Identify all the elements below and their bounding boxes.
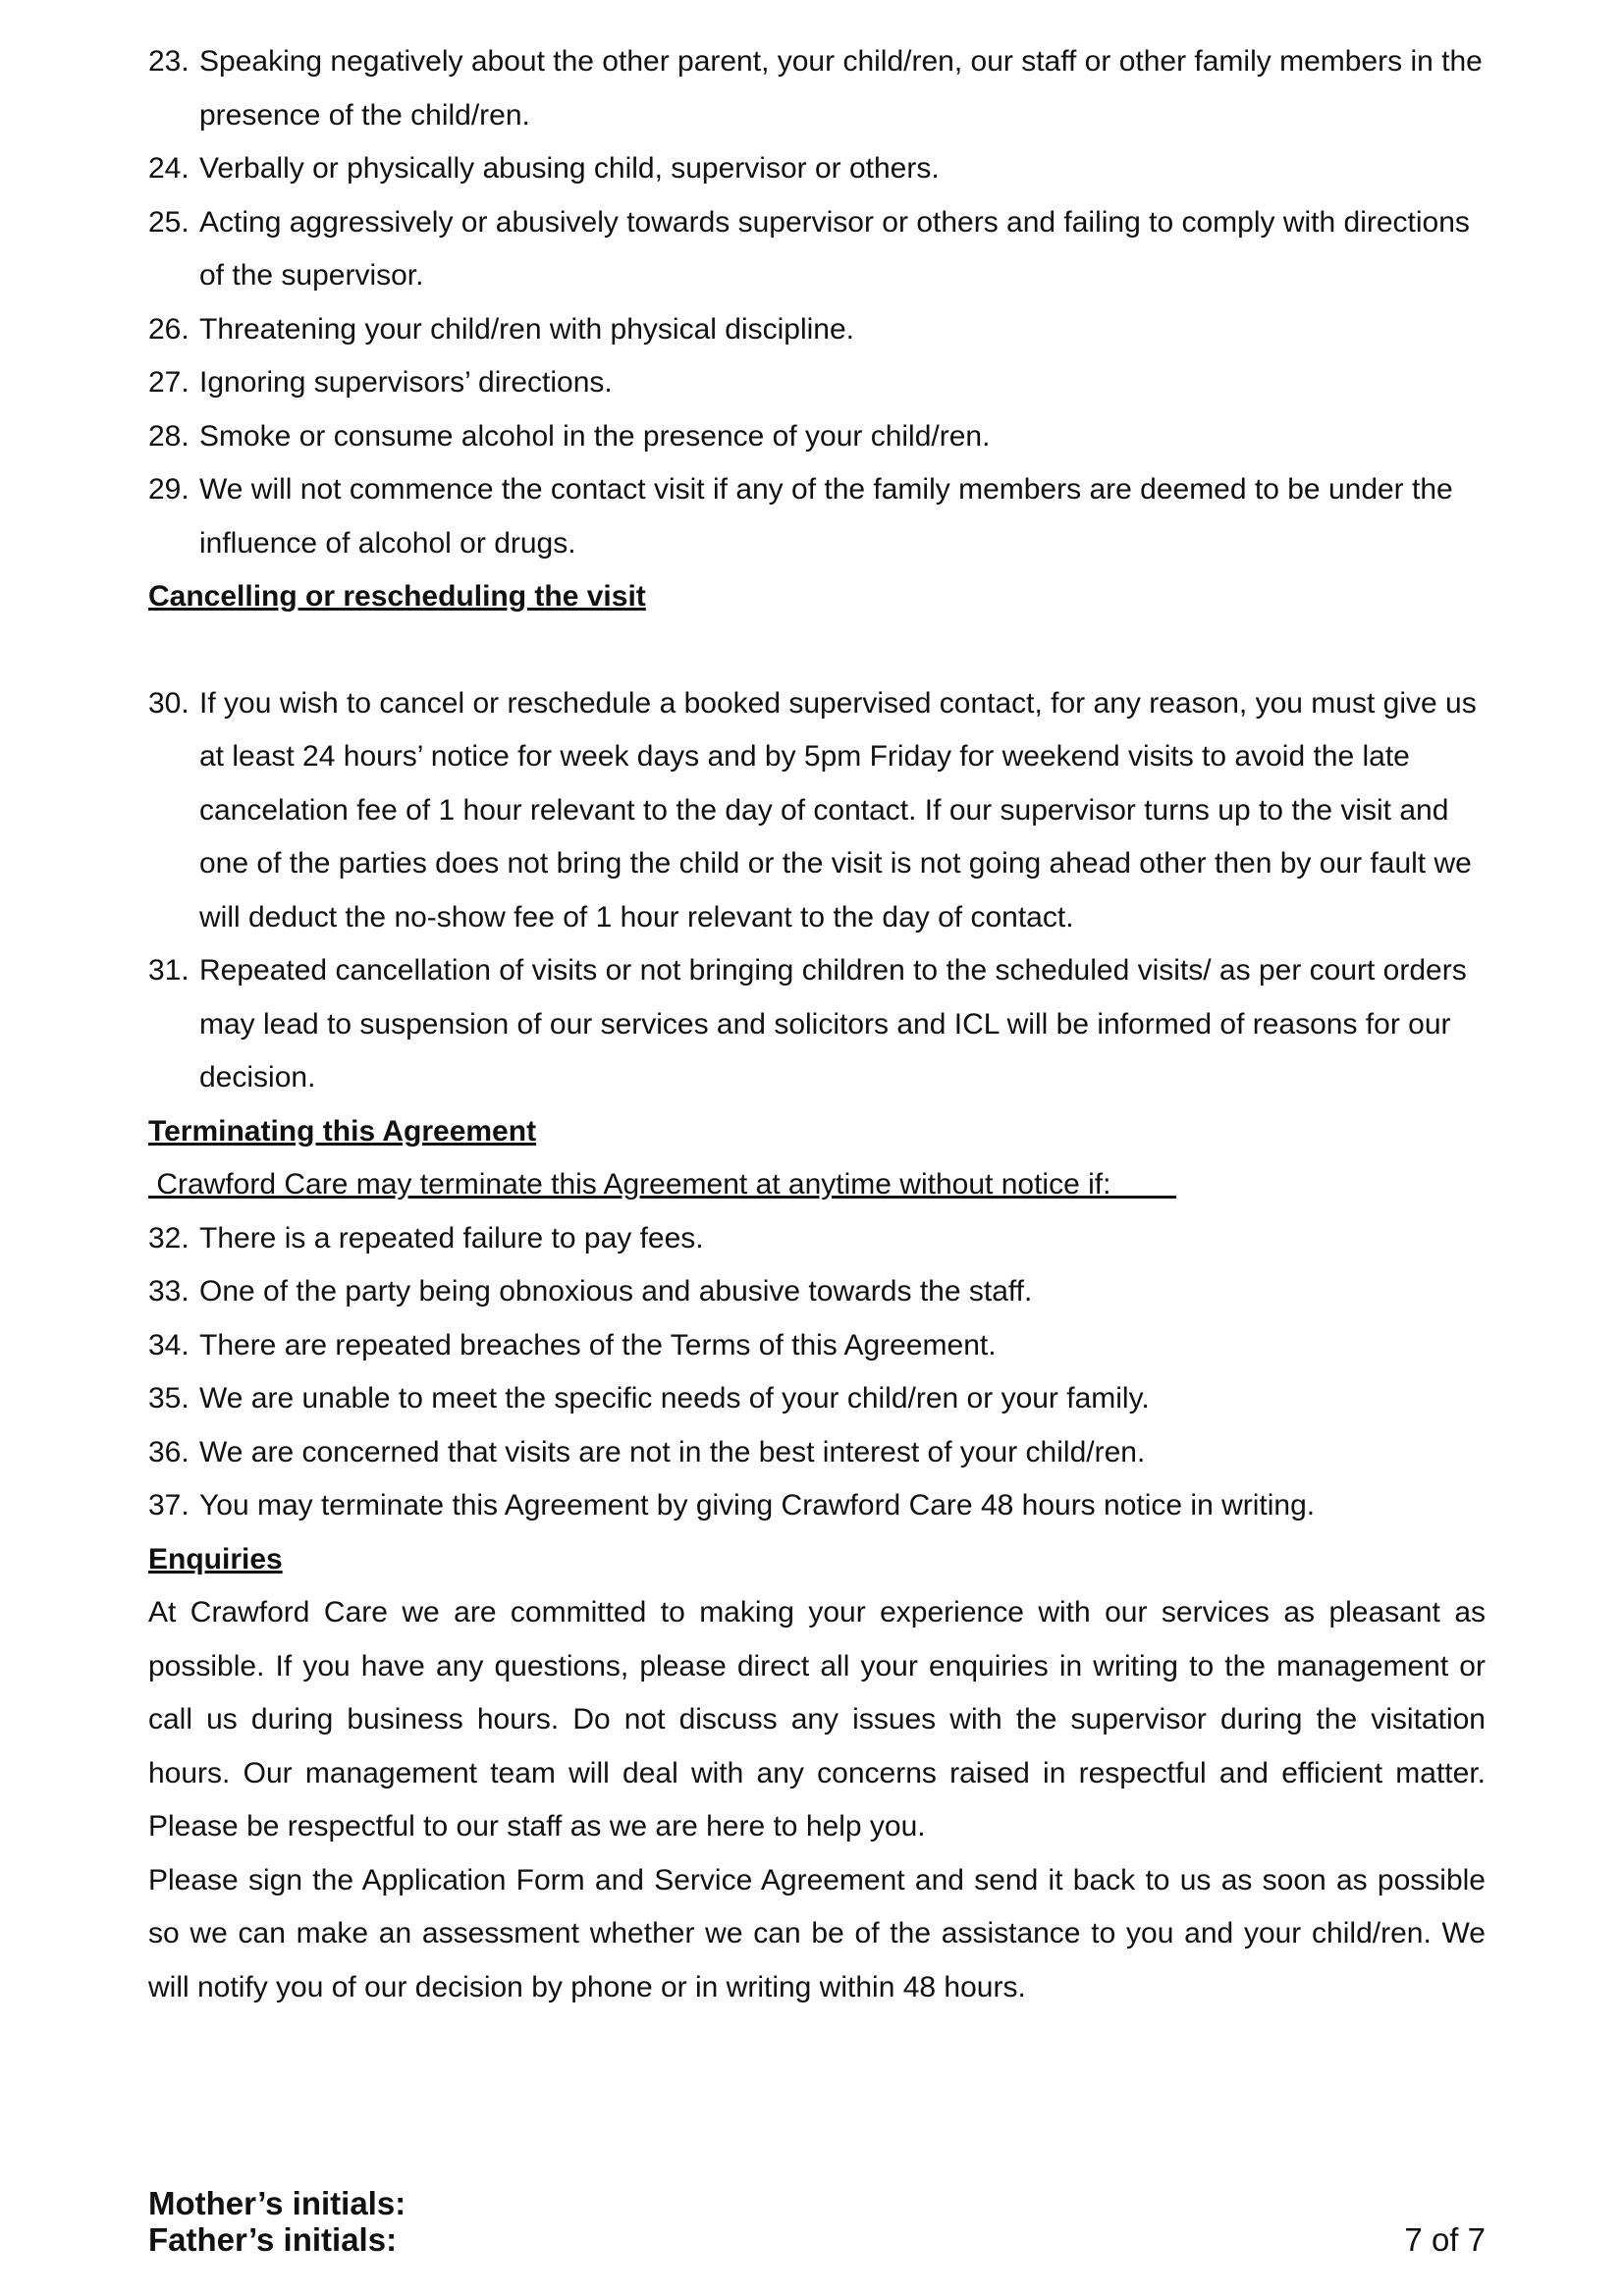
item-text: Smoke or consume alcohol in the presence of your child/ren. [199, 419, 991, 453]
item-number: 27. [148, 366, 189, 399]
item-text: Speaking negatively about the other parent, your child/ren, our staff or other family members in the presence of the child/ren. [199, 45, 1483, 132]
enquiries-heading: Enquiries [148, 1542, 283, 1575]
terminating-list [148, 1212, 1486, 1533]
item-number: 30. [148, 686, 189, 720]
list-item [148, 677, 1486, 945]
list-item [148, 1479, 1486, 1533]
document-page [148, 35, 1486, 2014]
list-item [148, 303, 1486, 357]
item-number: 25. [148, 205, 189, 239]
cancelling-heading: Cancelling or rescheduling the visit [148, 580, 646, 613]
item-number: 23. [148, 45, 189, 78]
initials-footer [148, 2185, 1486, 2258]
instructions-paragraph: Please sign the Application Form and Service Agreement and send it back to us as soon as possible so we can make an assessment whether we can be of the assistance to you and your child/ren. We will notify you of our decision by phone or in writing within 48 hours. [148, 1863, 1486, 2003]
item-text: If you wish to cancel or reschedule a booked supervised contact, for any reason, you must give us at least 24 hours’ notice for week days and by 5pm Friday for weekend visits to avoid the late cancelation fee of 1 hour relevant to the day of contact. If our supervisor turns up to the visit and one of the parties does not bring the child or the visit is not going ahead other then by our fault we will deduct the no-show fee of 1 hour relevant to the day of contact. [199, 686, 1477, 934]
item-text: Verbally or physically abusing child, supervisor or others. [199, 152, 940, 185]
terminating-heading: Terminating this Agreement [148, 1114, 537, 1148]
item-number: 32. [148, 1221, 189, 1255]
list-item [148, 356, 1486, 410]
item-number: 33. [148, 1275, 189, 1308]
list-item [148, 1265, 1486, 1319]
item-text: You may terminate this Agreement by giving Crawford Care 48 hours notice in writing. [199, 1489, 1316, 1522]
item-number: 37. [148, 1489, 189, 1522]
list-item [148, 463, 1486, 570]
item-text: We will not commence the contact visit if any of the family members are deemed to be under the influence of alcohol or drugs. [199, 473, 1453, 560]
item-text: Repeated cancellation of visits or not bringing children to the scheduled visits/ as per court orders may lead to suspension of our services and solicitors and ICL will be informed of reasons for our decision. [199, 954, 1467, 1094]
list-item [148, 1212, 1486, 1266]
list-item [148, 142, 1486, 196]
fathers-initials-label: Father’s initials: [148, 2221, 398, 2258]
item-number: 31. [148, 954, 189, 987]
item-number: 24. [148, 152, 189, 185]
item-number: 36. [148, 1435, 189, 1468]
item-text: We are unable to meet the specific needs of your child/ren or your family. [199, 1382, 1150, 1415]
item-text: One of the party being obnoxious and abusive towards the staff. [199, 1275, 1033, 1308]
item-number: 29. [148, 473, 189, 506]
terminating-intro: Crawford Care may terminate this Agreement at anytime without notice if: [148, 1168, 1177, 1201]
list-item [148, 35, 1486, 142]
enquiries-paragraph: At Crawford Care we are committed to making your experience with our services as pleasant as possible. If you have any questions, please direct all your enquiries in writing to the management or call us during business hours. Do not discuss any issues with the supervisor during the visitation hours. Our management team will deal with any concerns raised in respectful and efficient matter. Please be respectful to our staff as we are here to help you. [148, 1596, 1486, 1842]
item-text: Acting aggressively or abusively towards supervisor or others and failing to comply with directions of the supervisor. [199, 205, 1470, 292]
list-item [148, 196, 1486, 303]
item-number: 28. [148, 419, 189, 453]
list-item [148, 1372, 1486, 1426]
list-item [148, 410, 1486, 464]
item-text: Ignoring supervisors’ directions. [199, 366, 613, 399]
item-text: There are repeated breaches of the Terms of this Agreement. [199, 1328, 997, 1362]
item-number: 26. [148, 312, 189, 346]
item-number: 35. [148, 1382, 189, 1415]
conduct-list [148, 35, 1486, 570]
list-item [148, 944, 1486, 1105]
cancelling-list [148, 677, 1486, 1105]
item-text: Threatening your child/ren with physical discipline. [199, 312, 855, 346]
item-text: We are concerned that visits are not in the best interest of your child/ren. [199, 1435, 1146, 1468]
list-item [148, 1319, 1486, 1373]
page-number: 7 of 7 [1404, 2221, 1486, 2258]
item-text: There is a repeated failure to pay fees. [199, 1221, 704, 1255]
mothers-initials-label: Mother’s initials: [148, 2185, 406, 2221]
list-item [148, 1426, 1486, 1480]
item-number: 34. [148, 1328, 189, 1362]
